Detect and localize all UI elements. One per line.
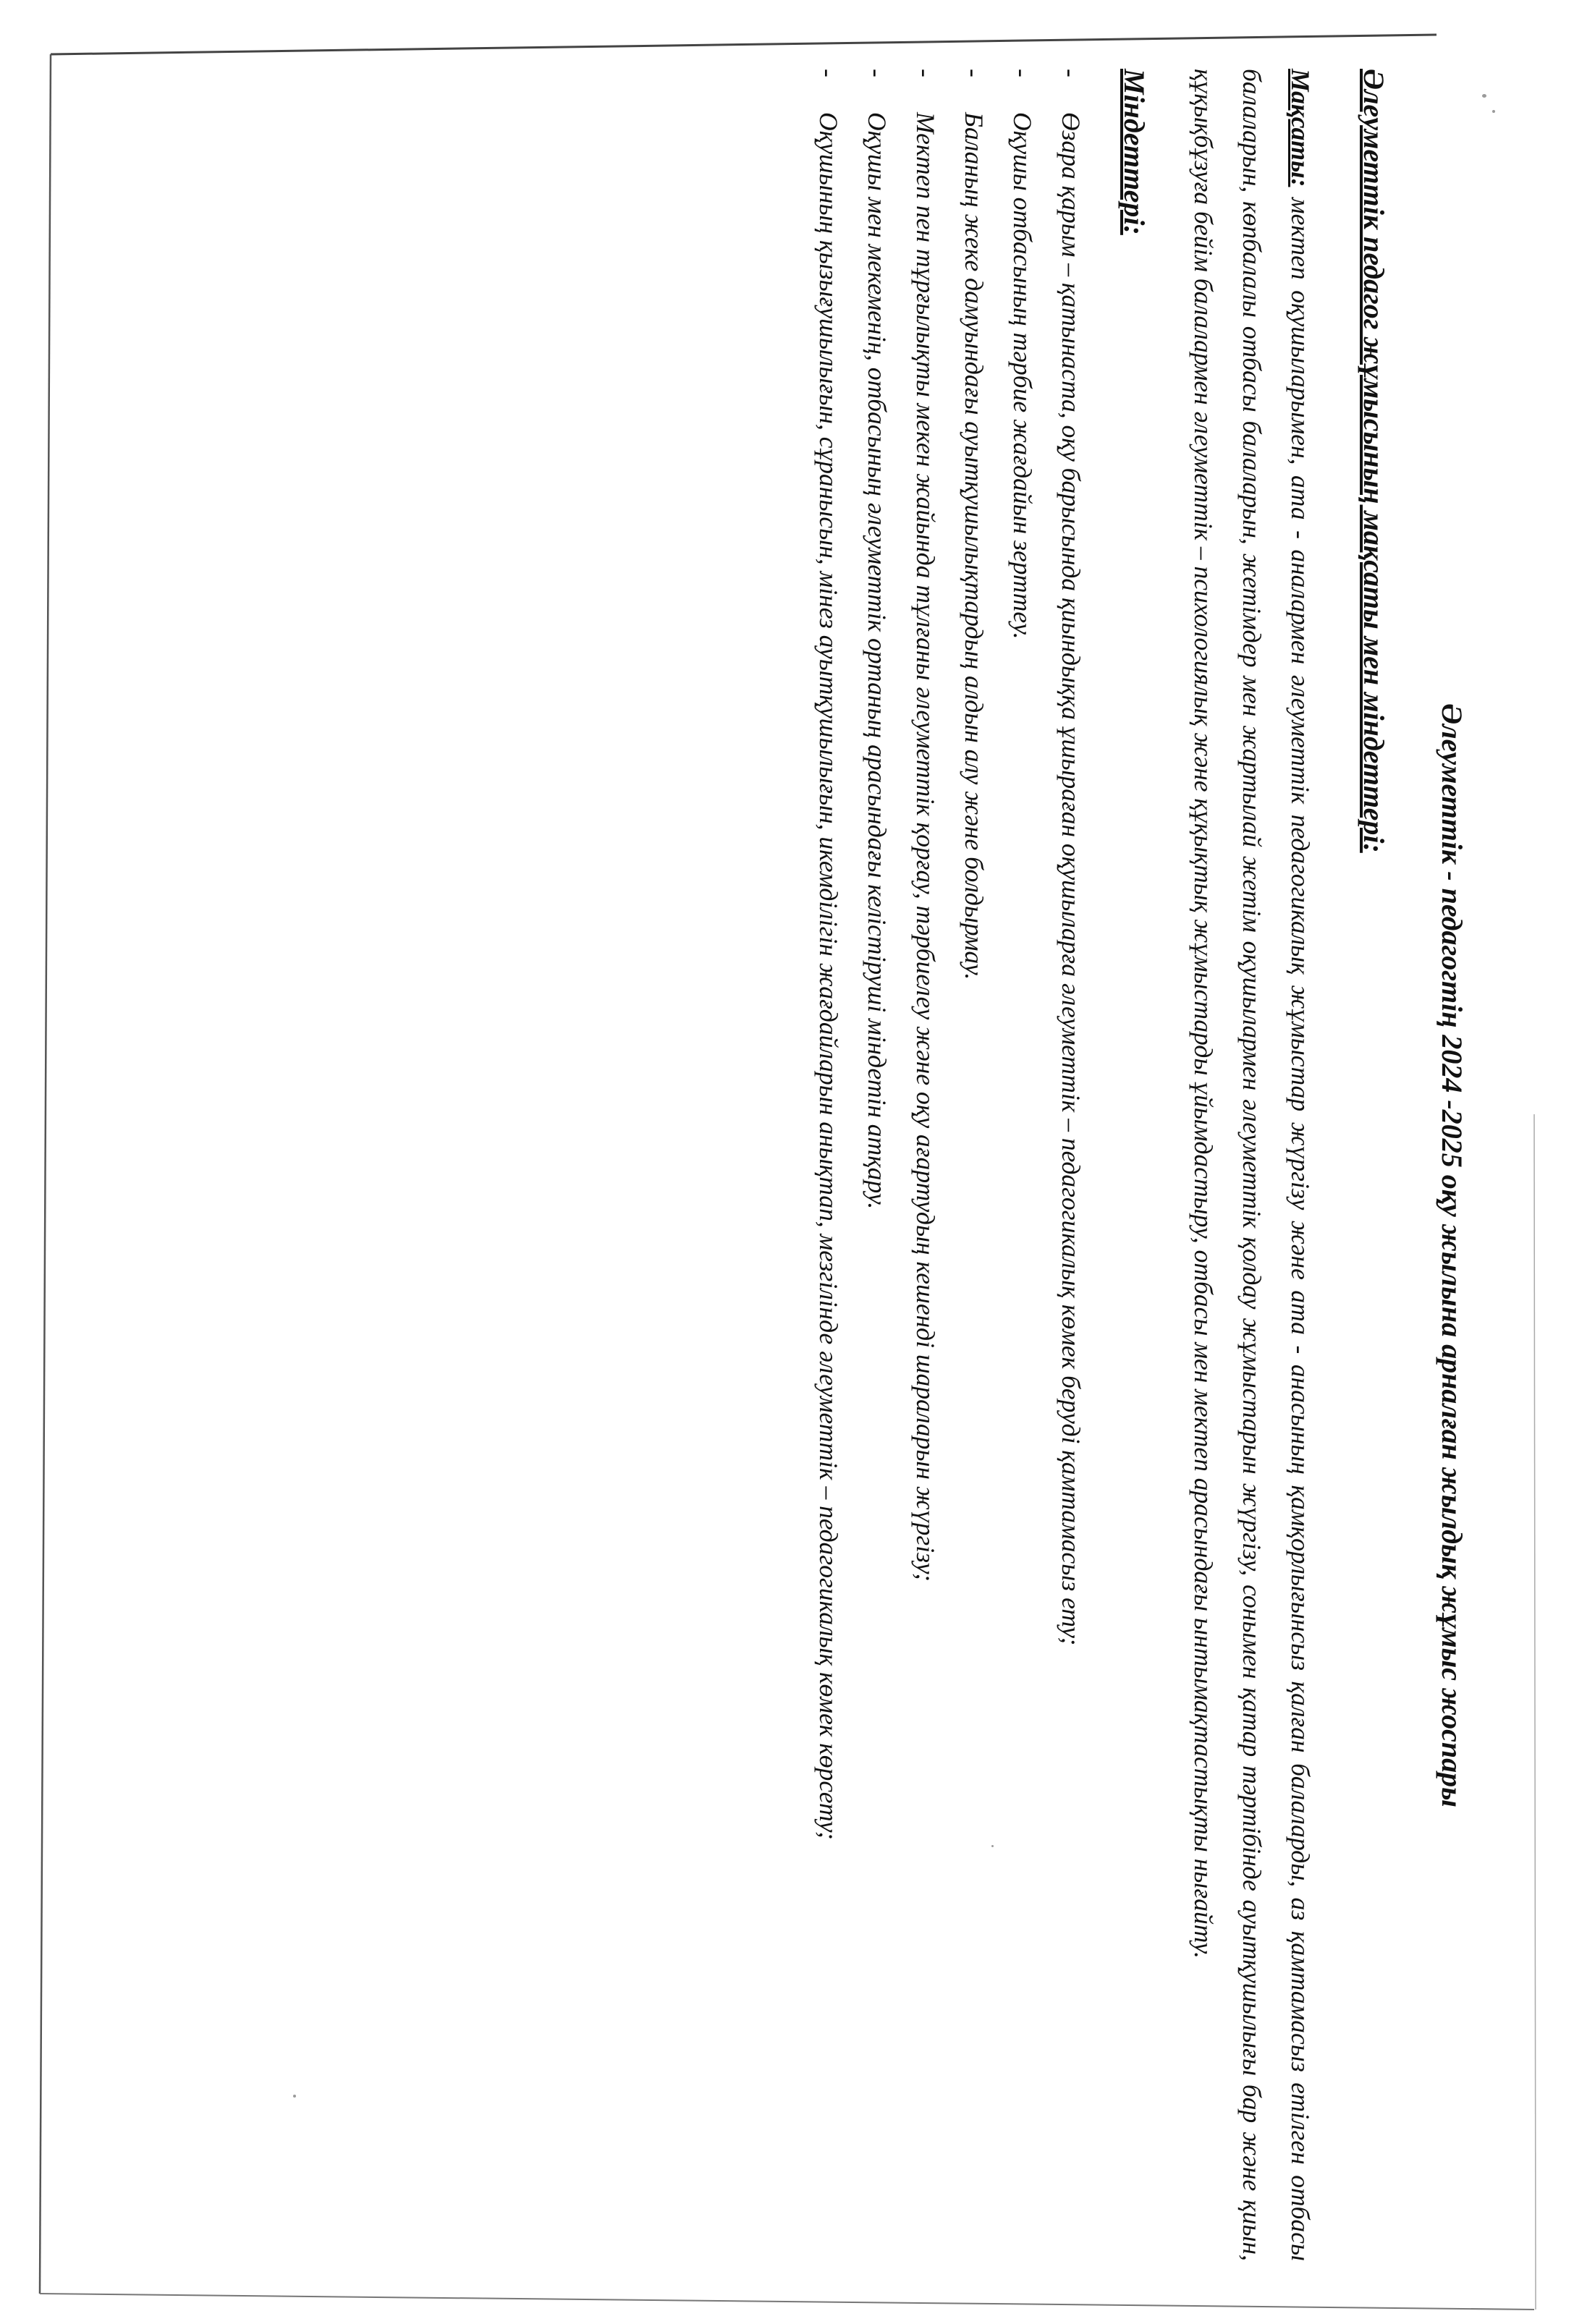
list-dash: - bbox=[814, 69, 843, 77]
goal-paragraph bbox=[1179, 69, 1324, 2261]
task-text: Баланың жеке дамуындағы ауытқушылықтардың алдын алу және болдырмау. bbox=[960, 112, 989, 980]
task-item bbox=[852, 69, 901, 2261]
task-text: Өзара қарым – қатынаста, оқу барысында қиындыққа ұшыраған оқушыларға әлеуметтік – педагогикалық көмек берудi қамтамасыз ету; bbox=[1057, 112, 1086, 1646]
list-dash: - bbox=[863, 69, 892, 77]
task-list bbox=[804, 69, 1095, 2261]
list-dash: - bbox=[1008, 69, 1037, 77]
task-text: Оқушының қызығушылығын, сұранысын, мінез ауытқушылығын, икемділігін жағдайларын анықтап, мезгілінде әлеуметтік – педагогикалық көмек көрсету; bbox=[814, 112, 843, 1840]
tasks-heading: Міндеттері: bbox=[1118, 69, 1151, 235]
task-item bbox=[949, 69, 998, 2261]
task-text: Мектеп пен тұрғылықты мекен жайында тұлғаны әлеуметтік қорғау, тәрбиелеу және оқу ағартудың кешенді шараларын жүргізу; bbox=[911, 112, 940, 1582]
task-item bbox=[998, 69, 1046, 2261]
section-heading: Әлеуметтік педагог жұмысының мақсаты мен міндеттері: bbox=[1358, 69, 1390, 853]
task-item bbox=[804, 69, 852, 2261]
goal-label: Мақсаты: bbox=[1286, 69, 1315, 187]
scan-speck bbox=[1482, 94, 1486, 98]
goal-text: мектеп оқушыларымен, ата - аналармен әлеуметтік педагогикалық жұмыстар жүргізу және ата - анасының қамқорлығынсыз қалған балаларды, аз қамтамасыз етілген отбасы балаларын, көпбалалы отбасы балаларын, жетімдер мен жартылай жетім оқушылармен әлеуметтік қолдау жұмыстарын жүргізу, сонымен қатар тәртібінде ауытқушылығы бар және қиын, құқықбұзуға бейім балалармен әлеуметтік – психологиялық және құқықтық жұмыстарды ұйымдастыру, отбасы мен мектеп арасындағы ынтымақтастықты нығайту. bbox=[1189, 69, 1315, 2261]
scan-speck bbox=[1492, 110, 1495, 113]
list-dash: - bbox=[1057, 69, 1086, 77]
list-dash: - bbox=[911, 69, 940, 77]
list-dash: - bbox=[960, 69, 989, 77]
document-page bbox=[166, 69, 1469, 2261]
task-item bbox=[901, 69, 949, 2261]
task-text: Оқушы мен мекеменің, отбасының әлеуметтік ортаның арасындағы келістіруші міндетін атқару. bbox=[863, 112, 892, 1210]
document-title: Әлеуметтік - педагогтің 2024 -2025 оқу жылына арналған жылдық жұмыс жоспары bbox=[1436, 703, 1468, 1807]
task-item bbox=[1046, 69, 1095, 2261]
task-text: Оқушы отбасының тәрбие жағдайын зерттеу. bbox=[1008, 112, 1037, 640]
